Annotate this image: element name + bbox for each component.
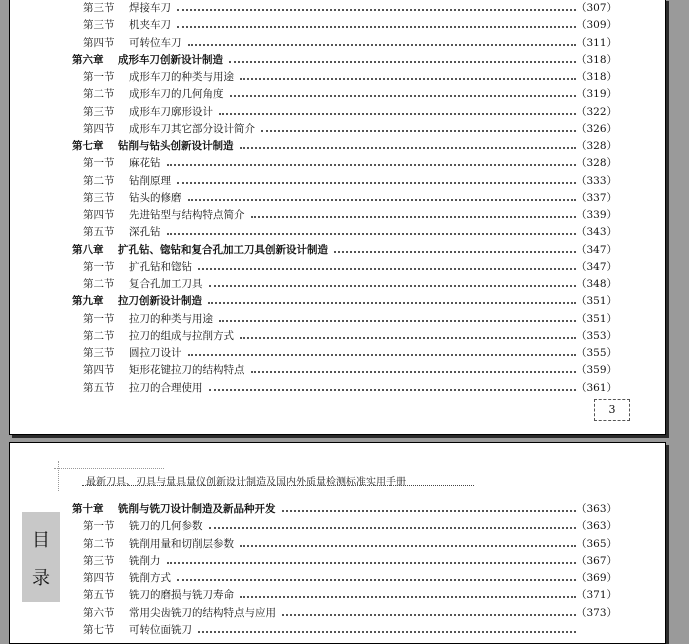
toc-section-row — [10, 104, 630, 121]
chapter-number: 第七章 — [72, 140, 104, 152]
section-title: 拉刀的组成与拉削方式 — [129, 329, 234, 342]
section-number: 第六节 — [83, 606, 115, 619]
toc-section-row — [10, 224, 630, 241]
chapter-title: 扩孔钻、锪钻和复合孔加工刀具创新设计制造 — [118, 243, 328, 256]
section-title: 拉刀的合理使用 — [129, 381, 203, 394]
page-ref: （348） — [576, 278, 618, 290]
section-title: 可转位车刀 — [129, 36, 182, 49]
section-title: 铣刀的几何参数 — [129, 520, 203, 533]
dot-leader — [219, 318, 576, 322]
section-title: 扩孔钻和锪钻 — [129, 260, 192, 273]
section-title: 钻削原理 — [129, 174, 171, 187]
toc-chapter-row — [10, 293, 630, 310]
section-number: 第四节 — [83, 364, 115, 377]
chapter-number: 第十章 — [72, 503, 104, 515]
document-page-1 — [9, 0, 666, 435]
section-number: 第三节 — [83, 105, 115, 118]
page-ref: （343） — [576, 226, 618, 239]
section-number: 第三节 — [83, 554, 115, 567]
dot-leader — [188, 197, 576, 201]
section-title: 深孔钻 — [129, 226, 161, 239]
toc-section-row — [10, 276, 630, 293]
section-title: 成形车刀的种类与用途 — [129, 71, 234, 83]
page-ref: （373） — [576, 606, 618, 619]
dot-leader — [334, 249, 576, 253]
page-ref: （369） — [576, 572, 618, 584]
dot-leader — [209, 283, 576, 287]
section-title: 麻花钻 — [129, 157, 161, 170]
dot-leader — [229, 59, 576, 63]
section-title: 机夹车刀 — [129, 19, 171, 32]
toc-section-row — [10, 35, 630, 52]
section-title: 常用尖齿铣刀的结构特点与应用 — [129, 606, 276, 619]
section-title: 矩形花键拉刀的结构特点 — [129, 364, 245, 377]
section-number: 第二节 — [83, 88, 115, 101]
chapter-title: 钻削与钻头创新设计制造 — [118, 140, 234, 152]
section-title: 铣削力 — [129, 554, 161, 567]
page-ref: （326） — [576, 122, 618, 135]
page-ref: （337） — [576, 191, 618, 204]
dot-leader — [219, 111, 576, 115]
dot-leader — [240, 76, 576, 80]
toc-section-row — [10, 69, 630, 86]
section-title: 圆拉刀设计 — [129, 347, 182, 359]
section-number: 第五节 — [83, 226, 115, 239]
page-ref: （318） — [576, 53, 618, 66]
page-ref: （347） — [576, 243, 618, 256]
page-ref: （328） — [576, 157, 618, 170]
section-title: 钻头的修磨 — [129, 191, 182, 204]
section-number: 第三节 — [83, 2, 115, 14]
dot-leader — [167, 162, 576, 166]
section-number: 第一节 — [83, 312, 115, 325]
section-title: 铣刀的磨损与铣刀寿命 — [129, 589, 234, 602]
section-number: 第二节 — [83, 329, 115, 342]
page-ref: （339） — [576, 209, 618, 221]
page-ref: （359） — [576, 364, 618, 377]
section-title: 铣削方式 — [129, 572, 171, 584]
chapter-title: 成形车刀创新设计制造 — [118, 53, 223, 66]
header-decoration — [58, 461, 59, 491]
dot-leader — [167, 560, 576, 564]
page-ref: （318） — [576, 71, 618, 83]
toc-chapter-row — [10, 138, 630, 155]
section-title: 成形车刀的几何角度 — [129, 88, 224, 101]
section-number: 第四节 — [83, 209, 115, 221]
chapter-number: 第九章 — [72, 295, 104, 308]
page-ref: （367） — [576, 554, 618, 567]
page-ref: （355） — [576, 347, 618, 359]
page-ref: （351） — [576, 295, 618, 308]
page-ref: （363） — [576, 503, 618, 515]
dot-leader — [188, 42, 576, 46]
dot-leader — [198, 266, 576, 270]
side-label-char: 目 — [32, 530, 50, 551]
page-ref: （309） — [576, 19, 618, 32]
toc-section-row — [10, 536, 630, 553]
section-number: 第一节 — [83, 520, 115, 533]
section-title: 成形车刀其它部分设计简介 — [129, 122, 255, 135]
toc-section-row — [10, 605, 630, 622]
dot-leader — [177, 180, 576, 184]
page-ref: （363） — [576, 520, 618, 533]
dot-leader — [251, 214, 576, 218]
toc-section-row — [10, 0, 630, 17]
section-number: 第五节 — [83, 589, 115, 602]
toc-section-row — [10, 380, 630, 397]
toc-section-row — [10, 518, 630, 535]
chapter-title: 铣削与铣刀设计制造及新品种开发 — [118, 503, 276, 515]
toc-section-row — [10, 86, 630, 103]
dot-leader — [177, 577, 576, 581]
header-rule — [82, 485, 474, 486]
page-ref: （365） — [576, 537, 618, 550]
section-number: 第二节 — [83, 537, 115, 550]
dot-leader — [282, 612, 576, 616]
dot-leader — [177, 24, 576, 28]
section-title: 焊接车刀 — [129, 2, 171, 14]
document-page-2 — [9, 442, 666, 644]
toc-section-row — [10, 362, 630, 379]
section-number: 第一节 — [83, 157, 115, 170]
toc-section-row — [10, 259, 630, 276]
toc-section-row — [10, 328, 630, 345]
dot-leader — [167, 231, 576, 235]
chapter-number: 第六章 — [72, 53, 104, 66]
dot-leader — [282, 508, 576, 512]
page-ref: （307） — [576, 2, 618, 14]
toc-section-row — [10, 207, 630, 224]
toc-section-row — [10, 570, 630, 587]
section-number: 第七节 — [83, 623, 115, 636]
page-ref: （333） — [576, 174, 618, 187]
dot-leader — [261, 128, 576, 132]
section-title: 复合孔加工刀具 — [129, 278, 203, 290]
toc-section-row — [10, 553, 630, 570]
page-ref: （347） — [576, 260, 618, 273]
dot-leader — [209, 525, 576, 529]
page-ref: （319） — [576, 88, 618, 101]
dot-leader — [177, 7, 576, 11]
section-number: 第二节 — [83, 278, 115, 290]
page-ref: （328） — [576, 140, 618, 152]
page-ref: （371） — [576, 589, 618, 602]
dot-leader — [198, 629, 576, 633]
dot-leader — [240, 594, 576, 598]
section-number: 第三节 — [83, 347, 115, 359]
dot-leader — [230, 93, 576, 97]
dot-leader — [240, 335, 576, 339]
dot-leader — [209, 387, 576, 391]
section-number: 第五节 — [83, 381, 115, 394]
section-number: 第二节 — [83, 174, 115, 187]
toc-section-row — [10, 345, 630, 362]
dot-leader — [188, 352, 576, 356]
running-header: 最新刀具、刃具与量具量仪创新设计制造及国内外质量检测标准实用手册 — [86, 477, 406, 488]
side-label-char: 录 — [32, 568, 50, 589]
dot-leader — [208, 300, 576, 304]
section-title: 成形车刀廓形设计 — [129, 105, 213, 118]
chapter-title: 拉刀创新设计制造 — [118, 295, 202, 308]
section-number: 第三节 — [83, 19, 115, 32]
dot-leader — [240, 543, 576, 547]
section-title: 可转位面铣刀 — [129, 623, 192, 636]
toc-section-row — [10, 190, 630, 207]
toc-section-row — [10, 622, 630, 639]
header-decoration-line — [54, 468, 164, 469]
toc-chapter-row — [10, 52, 630, 69]
toc-section-row — [10, 311, 630, 328]
toc-section-row — [10, 173, 630, 190]
toc-chapter-row — [10, 242, 630, 259]
toc-section-row — [10, 587, 630, 604]
page-ref: （311） — [576, 36, 618, 49]
section-number: 第一节 — [83, 260, 115, 273]
page-number: 3 — [594, 399, 630, 421]
page-ref: （322） — [576, 105, 618, 118]
section-title: 先进钻型与结构特点简介 — [129, 209, 245, 221]
toc-section-row — [10, 121, 630, 138]
section-number: 第四节 — [83, 122, 115, 135]
section-number: 第四节 — [83, 572, 115, 584]
section-title: 铣削用量和切削层参数 — [129, 537, 234, 550]
section-number: 第四节 — [83, 36, 115, 49]
page-ref: （361） — [576, 381, 618, 394]
section-number: 第一节 — [83, 71, 115, 83]
toc-section-row — [10, 155, 630, 172]
dot-leader — [251, 369, 576, 373]
chapter-number: 第八章 — [72, 243, 104, 256]
dot-leader — [240, 145, 576, 149]
toc-section-row — [10, 17, 630, 34]
page-ref: （353） — [576, 329, 618, 342]
page-ref: （351） — [576, 312, 618, 325]
toc-chapter-row — [10, 501, 630, 518]
section-number: 第三节 — [83, 191, 115, 204]
section-title: 拉刀的种类与用途 — [129, 312, 213, 325]
